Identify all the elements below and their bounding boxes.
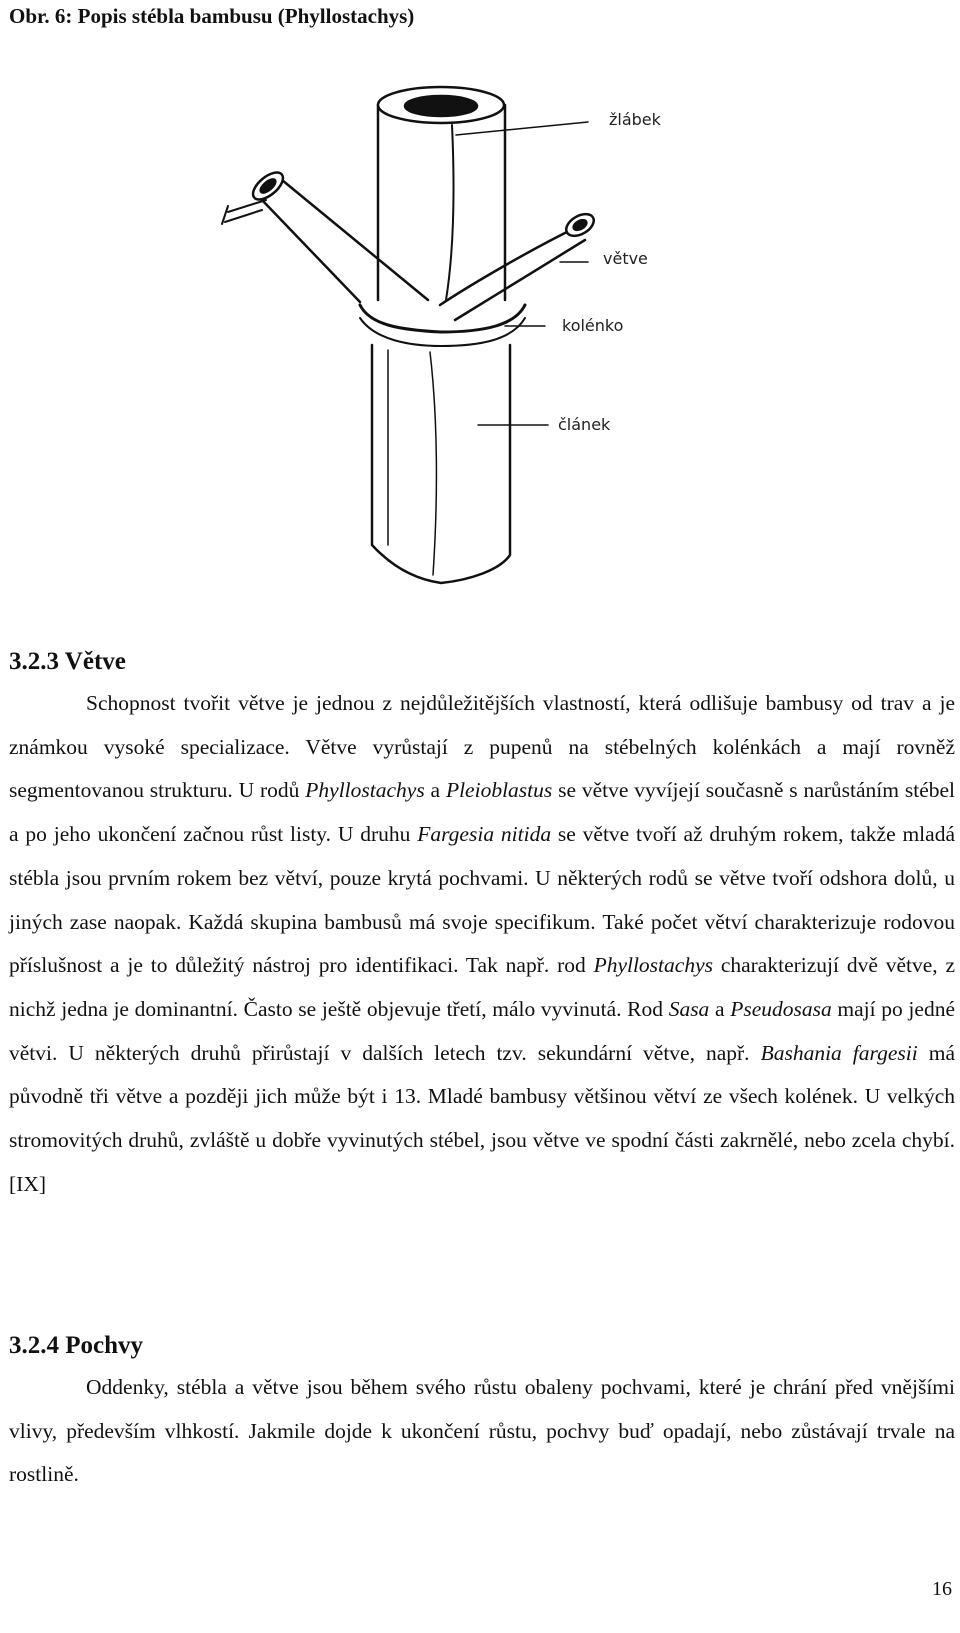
- species-name: Bashania fargesii: [760, 1040, 918, 1065]
- lower-internode: [372, 345, 510, 583]
- section-heading-branches: 3.2.3 Větve: [9, 648, 126, 675]
- genus-name: Phyllostachys: [305, 778, 425, 803]
- leader-groove: [456, 122, 588, 135]
- figure-caption: Obr. 6: Popis stébla bambusu (Phyllostachys): [9, 4, 415, 28]
- text-run: se větve tvoří až druhým rokem, takže mladá stébla jsou prvním rokem bez větví, pouze krytá pochvami. U některých rodů se větve tvoří odshora dolů, u jiných zase naopak. Každá skupina bambusů má svoje specifikum. Také počet větví charakterizuje rodovou příslušnost a je to důležitý nástroj pro identifikaci. Tak např. rod: [9, 822, 955, 978]
- genus-name: Sasa: [668, 996, 710, 1021]
- bamboo-culm-figure: [0, 60, 960, 620]
- species-name: Fargesia nitida: [417, 822, 552, 847]
- text-run: a: [424, 778, 446, 803]
- groove-line: [446, 125, 454, 300]
- text-run: mají po jedné větvi. U některých druhů přirůstají v dalších letech tzv. sekundární větve, např.: [9, 996, 955, 1065]
- text-run: a: [709, 996, 731, 1021]
- text-run: charakterizují dvě větve, z nichž jedna je dominantní. Často se ještě objevuje třetí, málo vyvinutá. Rod: [9, 953, 955, 1021]
- genus-name: Phyllostachys: [593, 953, 713, 978]
- label-node: kolénko: [562, 316, 624, 335]
- paragraph-sheaths: Oddenky, stébla a větve jsou během svého růstu obaleny pochvami, které je chrání před vnějšími vlivy, především vlhkostí. Jakmile dojde k ukončení růstu, pochvy buď opadají, nebo zůstávají trvale na rostlině.: [9, 1375, 955, 1487]
- text-run: má původně tři větve a později jich může být i 13. Mladé bambusy většinou větví ze všech kolének. U velkých stromovitých druhů, zvláště u dobře vyvinutých stébel, jsou větve ve spodní části zakrnělé, nebo zcela chybí. [IX]: [9, 1040, 955, 1196]
- genus-name: Pseudosasa: [730, 996, 832, 1021]
- bamboo-culm-drawing: [0, 60, 960, 620]
- upper-internode: [378, 105, 505, 300]
- left-branch: [262, 180, 428, 302]
- left-sub-branch: [225, 200, 266, 222]
- text-run: Schopnost tvořit větve je jednou z nejdůležitějších vlastností, která odlišuje bambusy od trav a je známkou vysoké specializace. Větve vyrůstají z pupenů na stébelných kolénkách a mají rovněž segmentovanou strukturu. U rodů: [9, 691, 955, 803]
- label-groove: žlábek: [609, 110, 661, 129]
- culm-hollow: [405, 96, 477, 116]
- section-heading-sheaths: 3.2.4 Pochvy: [9, 1332, 144, 1359]
- right-branch: [440, 228, 585, 320]
- genus-name: Pleioblastus: [445, 778, 553, 803]
- page-number: 16: [932, 1578, 952, 1600]
- label-internode: článek: [558, 415, 611, 434]
- paragraph-branches: [9, 682, 955, 1206]
- node-ring: [360, 305, 525, 332]
- text-run: se větve vyvíjejí současně s narůstáním stébel a po jeho ukončení začnou růst listy. U druhu: [9, 778, 956, 847]
- label-branches: větve: [603, 249, 648, 268]
